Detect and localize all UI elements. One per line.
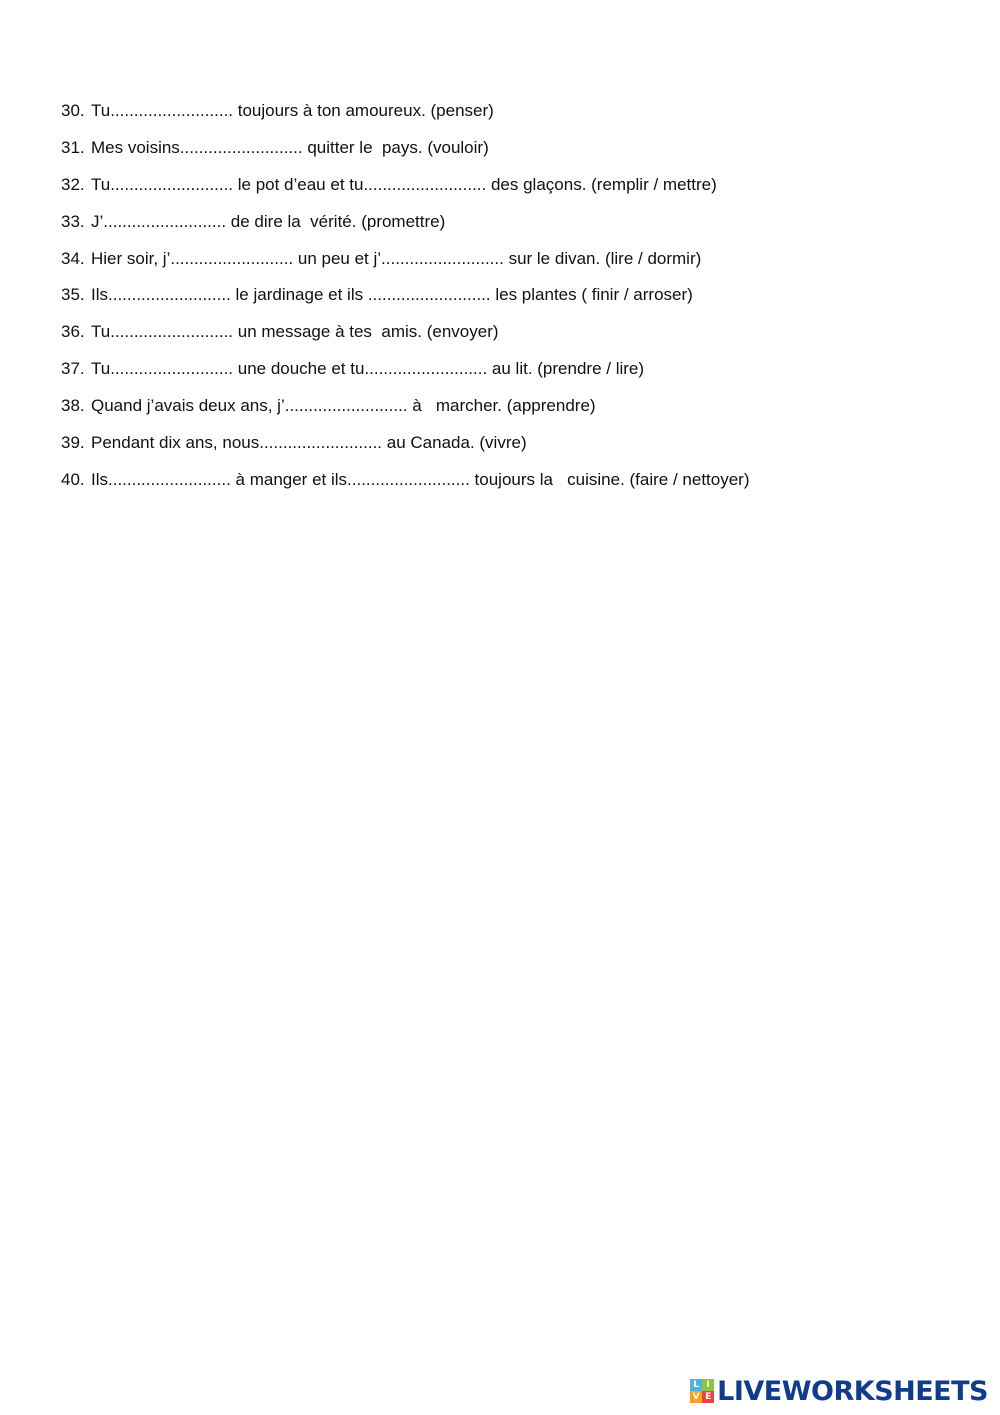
exercise-item-30 bbox=[61, 99, 961, 136]
item-text: Pendant dix ans, nous.......................... au Canada. (vivre) bbox=[91, 433, 527, 453]
item-text: Quand j’avais deux ans, j’.......................... à marcher. (apprendre) bbox=[91, 396, 596, 416]
item-text: Tu.......................... toujours à ton amoureux. (penser) bbox=[91, 101, 494, 120]
item-number: 37. bbox=[61, 359, 85, 379]
logo-letter-l: L bbox=[690, 1379, 702, 1391]
live-logo-icon bbox=[690, 1379, 714, 1403]
logo-letter-i: I bbox=[702, 1379, 714, 1391]
brand-text: LIVEWORKSHEETS bbox=[717, 1375, 988, 1407]
item-text: Mes voisins.......................... quitter le pays. (vouloir) bbox=[91, 137, 489, 157]
item-text: Tu.......................... un message à tes amis. (envoyer) bbox=[91, 322, 499, 342]
exercise-item-33 bbox=[61, 210, 961, 247]
item-text: J’.......................... de dire la vérité. (promettre) bbox=[91, 211, 446, 231]
item-number: 35. bbox=[61, 285, 85, 305]
exercise-item-35 bbox=[61, 283, 961, 320]
logo-letter-v: V bbox=[690, 1391, 702, 1403]
exercise-item-38 bbox=[61, 394, 961, 431]
exercise-item-34 bbox=[61, 247, 961, 284]
item-text: Hier soir, j’.......................... un peu et j’.......................... sur le divan. (lire / dormir) bbox=[91, 248, 702, 268]
item-number: 33. bbox=[61, 211, 85, 231]
exercise-list bbox=[61, 99, 961, 505]
exercise-item-37 bbox=[61, 357, 961, 394]
exercise-item-31 bbox=[61, 136, 961, 173]
exercise-item-36 bbox=[61, 320, 961, 357]
item-text: Ils.......................... le jardinage et ils .......................... les plantes ( finir / arroser) bbox=[91, 285, 693, 305]
logo-letter-e: E bbox=[702, 1391, 714, 1403]
item-text: Ils.......................... à manger et ils.......................... toujours la cuisine. (faire / nettoyer) bbox=[91, 469, 750, 489]
exercise-item-40 bbox=[61, 468, 961, 505]
item-number: 31. bbox=[61, 137, 85, 157]
exercise-item-39 bbox=[61, 431, 961, 468]
item-number: 39. bbox=[61, 433, 85, 453]
exercise-item-32 bbox=[61, 173, 961, 210]
item-number: 38. bbox=[61, 396, 85, 416]
item-number: 34. bbox=[61, 248, 85, 268]
item-text: Tu.......................... une douche et tu.......................... au lit. (prendre / lire) bbox=[91, 359, 645, 379]
item-number: 40. bbox=[61, 469, 85, 489]
item-number: 30. bbox=[61, 101, 85, 120]
item-number: 36. bbox=[61, 322, 85, 342]
item-number: 32. bbox=[61, 174, 85, 194]
liveworksheets-logo bbox=[690, 1377, 988, 1405]
item-text: Tu.......................... le pot d’eau et tu.......................... des glaçons. (remplir / mettre) bbox=[91, 174, 717, 194]
